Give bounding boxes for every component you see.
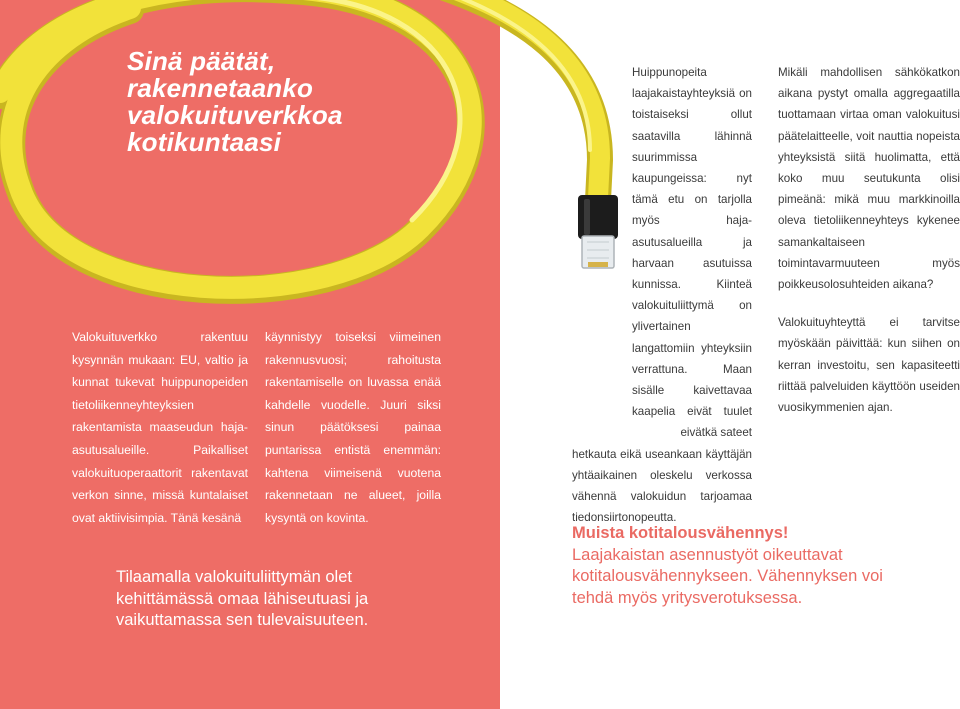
- body-column-2: [778, 62, 960, 418]
- headline-line: Sinä päätät,: [127, 46, 276, 76]
- page-headline: [127, 48, 387, 156]
- body-paragraph: Valokuituyhteyttä ei tarvitse myöskään päivittää: kun siihen on kerran investoitu, sen kapasiteetti riittää palveluiden käyttöön useiden vuosikymmenien ajan.: [778, 316, 960, 415]
- headline-line: kotikuntaasi: [127, 127, 282, 157]
- headline-line: valokuituverkkoa: [127, 100, 343, 130]
- body-paragraph: Mikäli mahdollisen sähkökatkon aikana pystyt omalla aggregaatilla tuottamaan virtaa oman valokuitusi päätelaitteelle, voit nauttia nopeista yhteyksistä siitä huolimatta, että koko muu seutukunta olisi pimeänä: mikä muu markkinoilla oleva tietoliikenneyhteys kykenee samankaltaiseen toimintavarmuuteen myös poikkeusolosuhteiden aikana?: [778, 66, 960, 292]
- call-to-action-text: Tilaamalla valokuituliittymän olet kehittämässä omaa lähiseutuasi ja vaikuttamassa sen tulevaisuuteen.: [116, 568, 369, 629]
- headline-line: rakennetaanko: [127, 73, 314, 103]
- body-paragraph: hetkauta eikä useankaan käyttäjän yhtäaikainen oleskelu verkossa vähennä valokuidun tarjoamaa tiedonsiirtonopeutta.: [572, 447, 752, 525]
- notice-text: Laajakaistan asennustyöt oikeuttavat kotitalousvähennykseen. Vähennyksen voi tehdä myös yritysverotuksessa.: [572, 545, 883, 607]
- intro-column-1: Valokuituverkko rakentuu kysynnän mukaan: EU, valtio ja kunnat tukevat huippunopeiden tietoliikenneyhteyksien rakentamista maaseudun haja-asutusalueille. Paikalliset valokuituoperaattorit rakentavat verkon sinne, missä kuntalaiset ovat aktiivisimpia. Tänä kesänä: [72, 330, 248, 525]
- body-paragraph: Huippunopeita laajakaistayhteyksiä on toistaiseksi ollut saatavilla lähinnä suurimmissa kaupungeissa: nyt tämä etu on tarjolla myös haja-asutusalueilla ja harvaan asutuissa kunnissa. Kiinteä valokuituliittymä on ylivertainen langattomiin yhteyksiin verrattuna. Maan sisälle kaivettavaa kaapelia eivät tuulet eivätkä sateet: [632, 66, 752, 440]
- tax-deduction-notice: [572, 523, 892, 609]
- notice-title: Muista kotitalousvähennys!: [572, 524, 789, 542]
- body-column-1: [572, 62, 752, 528]
- intro-column-2: käynnistyy toiseksi viimeinen rakennusvuosi; rahoitusta rakentamiselle on luvassa enää kahdelle vuodelle. Juuri siksi sinun päätöksesi painaa puntarissa entistä enemmän: kahtena viimeisenä vuotena rakennetaan ne alueet, joilla kysyntä on kovinta.: [265, 330, 441, 525]
